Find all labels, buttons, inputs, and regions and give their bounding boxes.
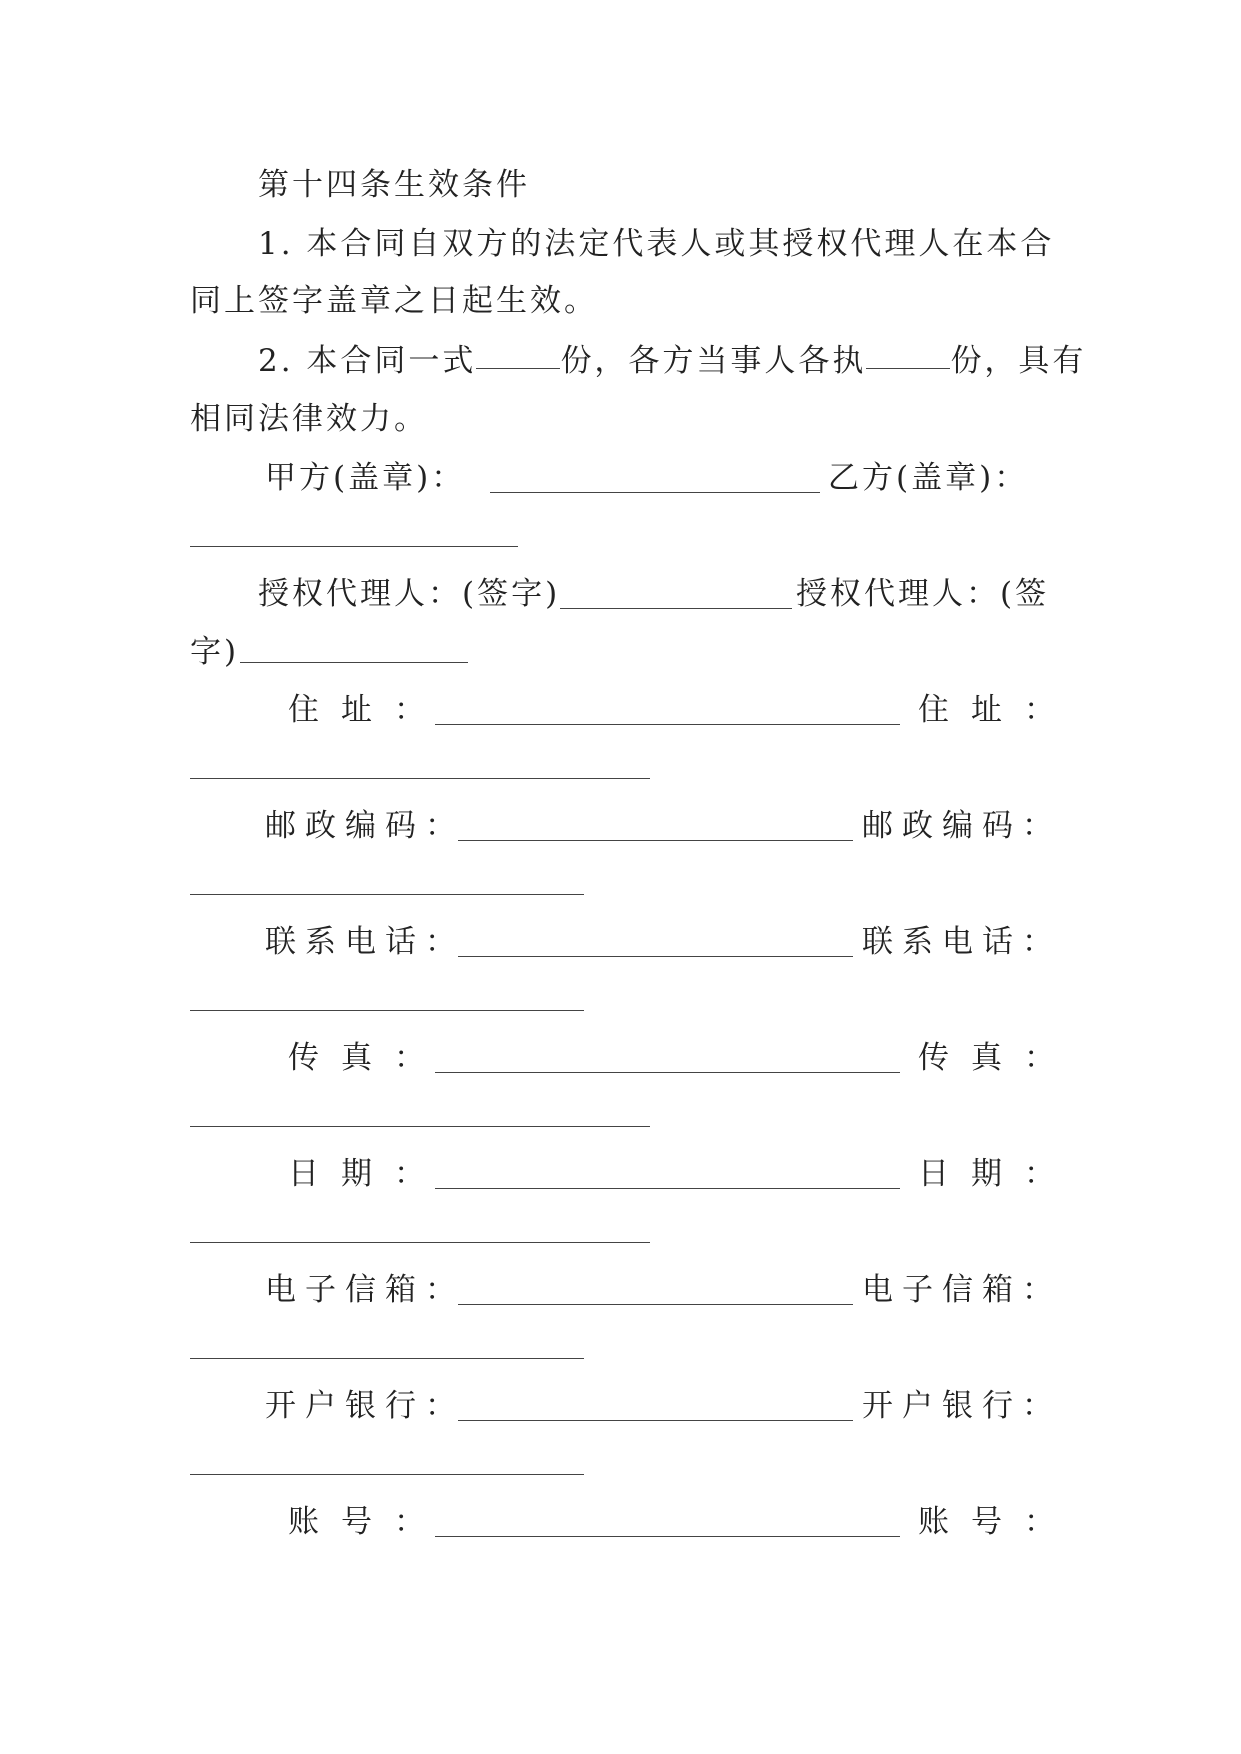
bank-blank-a[interactable] — [458, 1420, 853, 1421]
phone-blank-b[interactable] — [190, 1010, 584, 1011]
clause-2-line-1 — [258, 341, 1086, 381]
agent-a-label: 授权代理人：(签字) — [258, 576, 561, 612]
phone-blank-a[interactable] — [458, 956, 853, 957]
clause-1-line-2: 同上签字盖章之日起生效。 — [190, 283, 598, 319]
postcode-blank-b[interactable] — [190, 894, 584, 895]
bank-label-b: 开户银行： — [862, 1388, 1062, 1424]
agent-b-label-line-1: 授权代理人：(签 — [796, 576, 1050, 612]
account-blank-a[interactable] — [435, 1536, 900, 1537]
fax-blank-a[interactable] — [435, 1072, 900, 1073]
date-label-a: 日期： — [288, 1156, 447, 1192]
address-label-b: 住址： — [918, 692, 1077, 728]
phone-label-b: 联系电话： — [862, 924, 1062, 960]
email-blank-a[interactable] — [458, 1304, 853, 1305]
account-label-b: 账号： — [918, 1504, 1077, 1540]
fax-label-a: 传真： — [288, 1040, 447, 1076]
email-blank-b[interactable] — [190, 1358, 584, 1359]
party-b-seal-label: 乙方(盖章)： — [828, 460, 1029, 496]
date-label-b: 日期： — [918, 1156, 1077, 1192]
party-b-seal-blank[interactable] — [190, 546, 518, 547]
clause-2-suffix: 份，具有 — [950, 343, 1087, 379]
date-blank-b[interactable] — [190, 1242, 650, 1243]
address-blank-b[interactable] — [190, 778, 650, 779]
account-label-a: 账号： — [288, 1504, 447, 1540]
postcode-label-a: 邮政编码： — [265, 808, 465, 844]
article-title: 第十四条生效条件 — [258, 167, 530, 203]
party-a-seal-label: 甲方(盖章)： — [265, 460, 466, 496]
agent-b-blank[interactable] — [240, 662, 468, 663]
agent-b-label-line-2: 字) — [190, 634, 240, 670]
copies-total-blank[interactable] — [476, 367, 560, 369]
address-label-a: 住址： — [288, 692, 447, 728]
party-a-seal-blank[interactable] — [490, 492, 820, 493]
fax-blank-b[interactable] — [190, 1126, 650, 1127]
email-label-b: 电子信箱： — [862, 1272, 1062, 1308]
clause-2-line-2: 相同法律效力。 — [190, 401, 428, 437]
clause-1-line-1: 1. 本合同自双方的法定代表人或其授权代理人在本合 — [258, 226, 1055, 262]
bank-label-a: 开户银行： — [265, 1388, 465, 1424]
agent-a-blank[interactable] — [560, 608, 792, 609]
fax-label-b: 传真： — [918, 1040, 1077, 1076]
clause-2-prefix: 2. 本合同一式 — [258, 343, 477, 379]
email-label-a: 电子信箱： — [265, 1272, 465, 1308]
clause-2-mid: 份，各方当事人各执 — [560, 343, 867, 379]
date-blank-a[interactable] — [435, 1188, 900, 1189]
postcode-blank-a[interactable] — [458, 840, 853, 841]
copies-each-blank[interactable] — [866, 367, 950, 369]
address-blank-a[interactable] — [435, 724, 900, 725]
bank-blank-b[interactable] — [190, 1474, 584, 1475]
phone-label-a: 联系电话： — [265, 924, 465, 960]
postcode-label-b: 邮政编码： — [862, 808, 1062, 844]
